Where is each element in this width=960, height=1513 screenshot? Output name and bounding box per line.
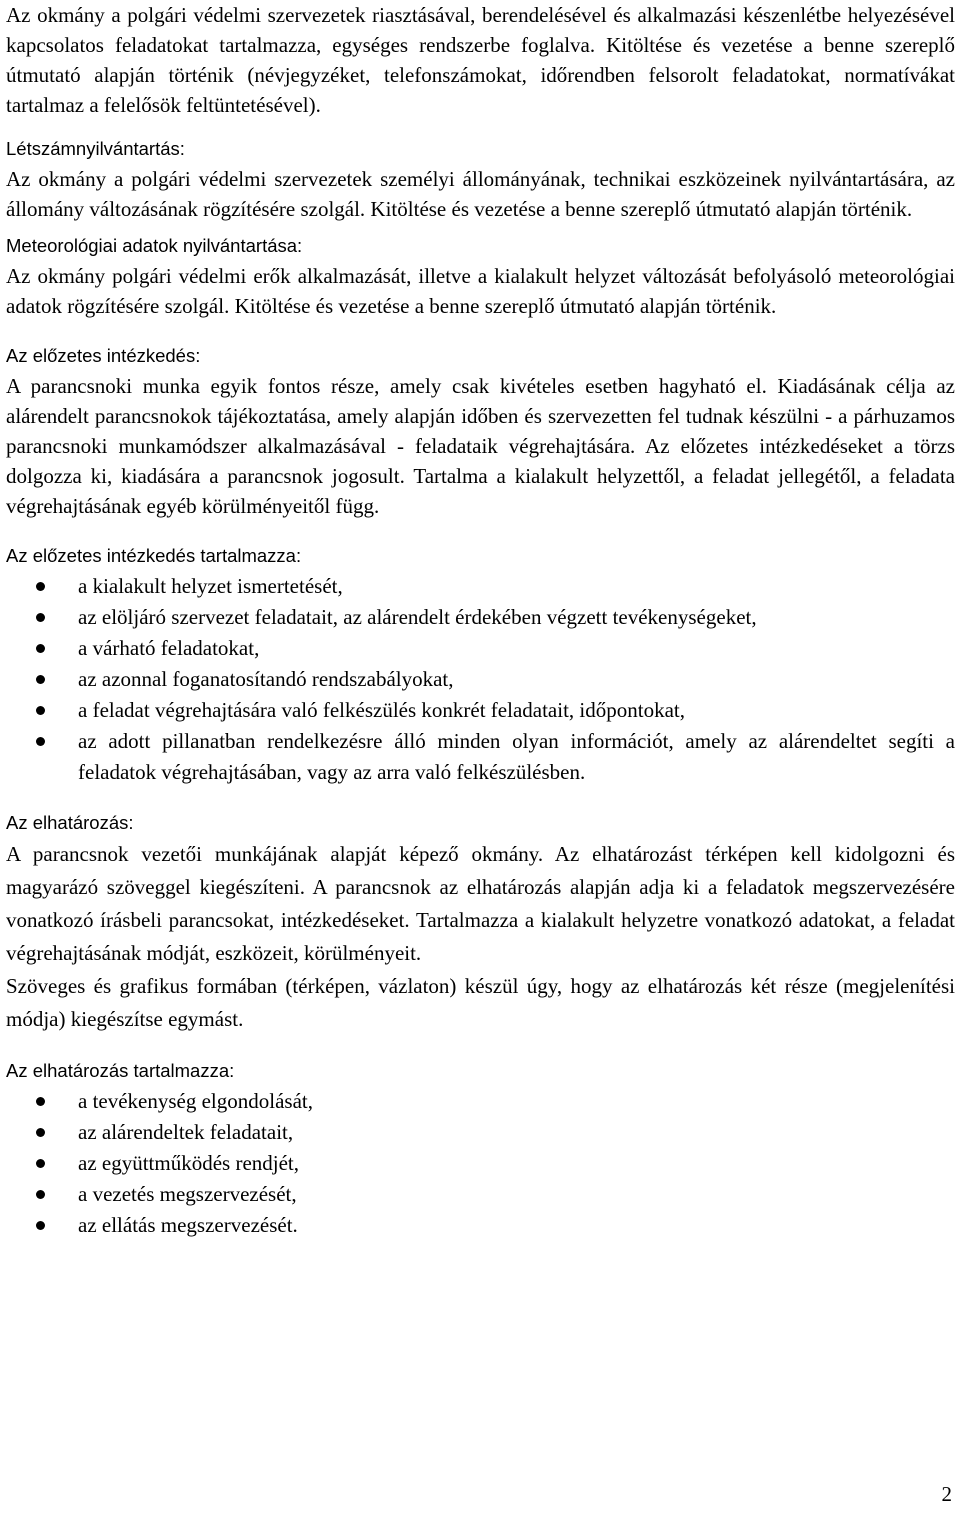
page-number: 2 [941,1482,952,1506]
elozetes-heading: Az előzetes intézkedés: [6,345,201,366]
document-page [6,0,955,1241]
list-item: az ellátás megszervezését. [6,1210,955,1241]
list-item: a vezetés megszervezését, [6,1179,955,1210]
list-item: az elöljáró szervezet feladatait, az alárendelt érdekében végzett tevékenységeket, [6,602,955,633]
elhatarozas-tartalom-heading: Az elhatározás tartalmazza: [6,1060,235,1081]
intro-paragraph: Az okmány a polgári védelmi szervezetek riasztásával, berendelésével és alkalmazási készenlétbe helyezésével kapcsolatos feladatokat tartalmazza, egységes rendszerbe foglalva. Kitöltése és vezetése a benne szereplő útmutató alapján történik (névjegyzéket, telefonszámokat, időrendben felsorolt feladatokat, normatívákat tartalmaz a felelősök feltüntetésével). [6,3,955,117]
meteo-heading: Meteorológiai adatok nyilvántartása: [6,235,303,256]
letszam-heading: Létszámnyilvántartás: [6,138,185,159]
list-item: a tevékenység elgondolását, [6,1086,955,1117]
list-item: az adott pillanatban rendelkezésre álló minden olyan információt, amely az alárendeltet segíti a feladatok végrehajtásában, vagy az arra való felkészülésben. [6,726,955,788]
list-item: az együttműködés rendjét, [6,1148,955,1179]
list-item: az azonnal foganatosítandó rendszabályokat, [6,664,955,695]
elhatarozas-heading: Az elhatározás: [6,812,134,833]
elhatarozas-paragraph-2: Szöveges és grafikus formában (térképen, vázlaton) készül úgy, hogy az elhatározás két része (megjelenítési módja) kiegészítse egymást. [6,974,955,1031]
elozetes-tartalom-list [6,571,955,788]
meteo-paragraph: Az okmány polgári védelmi erők alkalmazását, illetve a kialakult helyzet változását befolyásoló meteorológiai adatok rögzítésére szolgál. Kitöltése és vezetése a benne szereplő útmutató alapján történik. [6,264,955,318]
list-item: az alárendeltek feladatait, [6,1117,955,1148]
list-item: a kialakult helyzet ismertetését, [6,571,955,602]
elozetes-tartalom-heading: Az előzetes intézkedés tartalmazza: [6,545,302,566]
list-item: a feladat végrehajtására való felkészülés konkrét feladatait, időpontokat, [6,695,955,726]
letszam-paragraph: Az okmány a polgári védelmi szervezetek személyi állományának, technikai eszközeinek nyilvántartására, az állomány változásának rögzítésére szolgál. Kitöltése és vezetése a benne szereplő útmutató alapján történik. [6,167,955,221]
elhatarozas-paragraph-1: A parancsnok vezetői munkájának alapját képező okmány. Az elhatározást térképen kell kidolgozni és magyarázó szöveggel kiegészíteni. A parancsnok az elhatározás alapján adja ki a feladatok megszervezésére vonatkozó írásbeli parancsokat, intézkedéseket. Tartalmazza a kialakult helyzetre vonatkozó adatokat, a feladat végrehajtásának módját, eszközeit, körülményeit. [6,842,955,965]
list-item: a várható feladatokat, [6,633,955,664]
elozetes-paragraph: A parancsnoki munka egyik fontos része, amely csak kivételes esetben hagyható el. Kiadásának célja az alárendelt parancsnokok tájékoztatása, amely alapján időben és szervezetten fel tudnak készülni - a párhuzamos parancsnoki munkamódszer alkalmazásával - feladataik végrehajtására. Az előzetes intézkedéseket a törzs dolgozza ki, kiadására a parancsnok jogosult. Tartalma a kialakult helyzettől, a feladat jellegétől, a feladata végrehajtásának egyéb körülményeitől függ. [6,374,955,518]
elhatarozas-tartalom-list [6,1086,955,1241]
